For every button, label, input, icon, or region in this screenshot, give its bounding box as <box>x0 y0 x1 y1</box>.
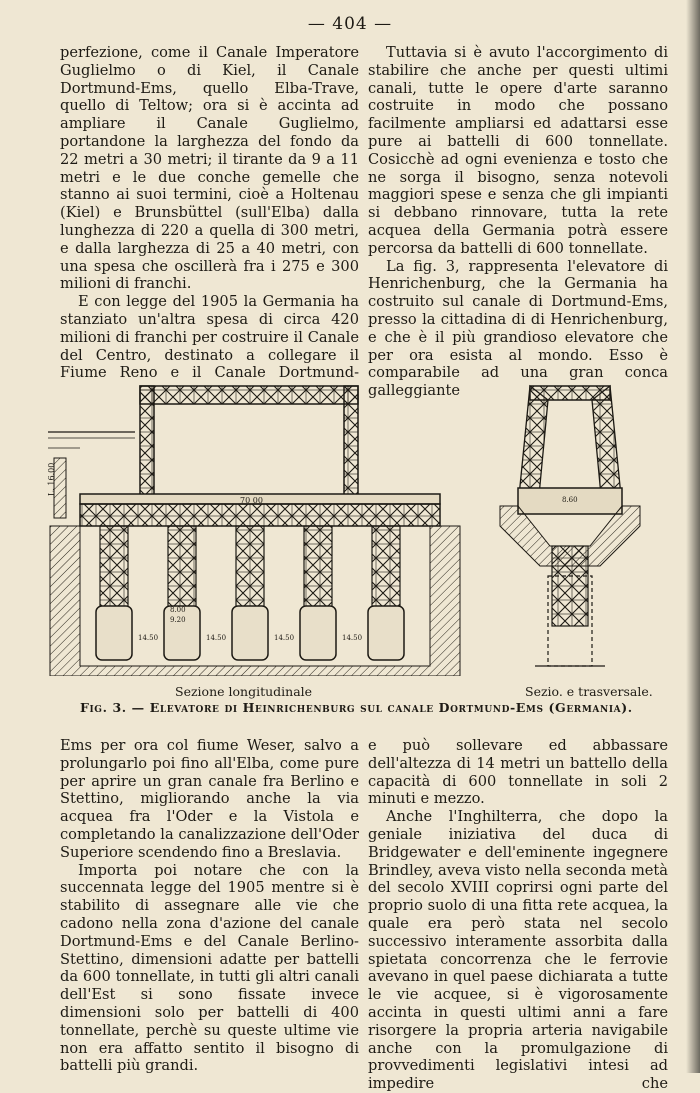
paragraph: E con legge del 1905 la Germania ha stanziato un'altra spesa di circa 420 milioni di franchi per costruire il Canale del Centro, destinato a collegare il Fiume Reno e il Canale Dortmund- <box>60 293 359 382</box>
dimension-label: 14.50 <box>206 634 227 642</box>
dimension-label: 14.50 <box>274 634 295 642</box>
paragraph: La fig. 3, rappresenta l'elevatore di Henrichenburg, che la Germania ha costruito sul canale di Dortmund-Ems, presso la cittadina di di Henrichenburg, e che è il più grandioso elevatore che per ora esista al mondo. Esso è comparabile ad una gran conca galleggiante <box>368 257 668 400</box>
dimension-label: L. 16.00 <box>47 462 56 496</box>
dimension-label: 14.50 <box>138 634 159 642</box>
text-column-bottom-right <box>368 737 668 1093</box>
text-column-bottom-left <box>60 737 359 1075</box>
transverse-section <box>500 386 640 666</box>
dimension-label: 8.00 <box>170 606 186 614</box>
figure-label-transverse: Sezio. e trasversale. <box>525 684 653 699</box>
paragraph: Importa poi notare che con la succennata legge del 1905 mentre si è stabilito di assegnare alle vie che cadono nella zona d'azione del canale Dortmund-Ems e del Canale Berlino-Stettino, dimensioni adatte per battelli da 600 tonnellate, in tutti gli altri canali dell'Est si sono fissate invece dimensioni solo per battelli di 400 tonnellate, perchè su queste ultime vie non era affatto sentito il bisogno di battelli più grandi. <box>60 861 359 1075</box>
text-column-top-right <box>368 44 668 400</box>
longitudinal-section <box>47 386 460 676</box>
dimension-label: 70 00 <box>240 496 263 505</box>
dimension-label: 9.20 <box>170 616 186 624</box>
text-column-top-left <box>60 44 359 382</box>
figure-caption: Fig. 3. — Elevatore di Heinrichenburg sul canale Dortmund-Ems (Germania). <box>80 700 633 715</box>
page-edge-shadow <box>686 0 700 1073</box>
paragraph: Ems per ora col fiume Weser, salvo a prolungarlo poi fino all'Elba, come pure per aprire un gran canale fra Berlino e Stettino, migliorando anche la via acquea fra l'Oder e la Vistola e completando la canalizzazione dell'Oder Superiore scendendo fino a Breslavia. <box>60 737 359 861</box>
dimension-label: 8.60 <box>562 496 578 504</box>
paragraph: Tuttavia si è avuto l'accorgimento di stabilire che anche per questi ultimi canali, tutte le opere d'arte saranno costruite in modo che possano facilmente ampliarsi ed adattarsi esse pure ai battelli di 600 tonnellate. Cosicchè ad ogni evenienza e tosto che ne sorga il bisogno, senza notevoli maggiori spese e senza che gli impianti si debbano rinnovare, tutta la rete acquea della Germania potrà essere percorsa da battelli di 600 tonnellate. <box>368 44 668 257</box>
elevator-drawing <box>40 376 670 676</box>
dimension-label: 14.50 <box>342 634 363 642</box>
page-number: — 404 — <box>307 14 393 34</box>
paragraph: perfezione, come il Canale Imperatore Guglielmo o di Kiel, il Canale Dortmund-Ems, quello Elba-Trave, quello di Teltow; ora si è accinta ad ampliare il Canale Guglielmo, portandone la larghezza del fondo da 22 metri a 30 metri; il tirante da 9 a 11 metri e le due conche gemelle che stanno ai suoi termini, cioè a Holtenau (Kiel) e Brunsbüttel (sull'Elba) dalla lunghezza di 220 a quella di 300 metri, e dalla larghezza di 25 a 40 metri, con una spesa che oscillerà fra i 275 e 300 milioni di franchi. <box>60 44 359 293</box>
elevator-figure <box>40 376 670 676</box>
figure-label-longitudinal: Sezione longitudinale <box>175 684 313 699</box>
paragraph: e può sollevare ed abbassare dell'altezza di 14 metri un battello della capacità di 600 tonnellate in soli 2 minuti e mezzo. <box>368 737 668 808</box>
paragraph: Anche l'Inghilterra, che dopo la geniale iniziativa del duca di Bridgewater e dell'eminente ingegnere Brindley, aveva visto nella seconda metà del secolo XVIII coprirsi ogni parte del proprio suolo di una fitta rete acquea, la quale era però stata nel secolo successivo interamente assorbita dalla spietata concorrenza che le ferrovie avevano in quel paese dichiarata a tutte le vie acquee, si è vigorosamente accinta in questi ultimi anni a fare risorgere la propria arteria navigabile anche con la promulgazione di provvedimenti legislativi intesi ad impedire che <box>368 808 668 1093</box>
